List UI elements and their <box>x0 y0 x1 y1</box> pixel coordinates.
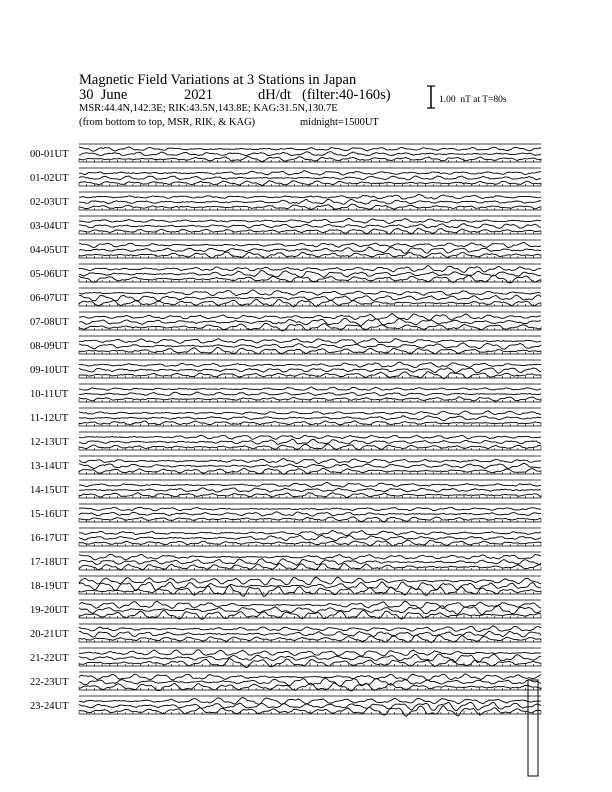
trace-kag <box>79 507 541 510</box>
row-minute-ticks <box>79 687 541 691</box>
trace-rik <box>79 582 541 591</box>
trace-kag <box>79 482 541 487</box>
trace-rik <box>79 439 541 444</box>
row-label: 05-06UT <box>30 269 69 280</box>
row-label: 04-05UT <box>30 245 69 256</box>
hour-row-11-12ut <box>30 408 541 426</box>
trace-kag <box>79 290 541 296</box>
row-label: 02-03UT <box>30 197 69 208</box>
hour-row-08-09ut <box>30 336 541 354</box>
row-label: 21-22UT <box>30 653 69 664</box>
trace-rik <box>79 488 541 492</box>
trace-rik <box>79 559 541 566</box>
trace-kag <box>79 171 541 175</box>
trace-rik <box>79 318 541 326</box>
trace-kag <box>79 530 541 535</box>
hour-row-21-22ut <box>30 648 541 667</box>
hour-row-22-23ut <box>30 672 541 691</box>
row-label: 07-08UT <box>30 317 69 328</box>
row-label: 06-07UT <box>30 293 69 304</box>
trace-kag <box>79 314 541 320</box>
filter-label: (filter:40-160s) <box>302 87 391 103</box>
trace-kag <box>79 195 541 200</box>
trace-kag <box>79 626 541 632</box>
row-label: 11-12UT <box>30 413 69 424</box>
hour-row-01-02ut <box>30 168 541 186</box>
station-order-note: (from bottom to top, MSR, RIK, & KAG) <box>79 117 256 128</box>
hour-row-04-05ut <box>30 240 541 258</box>
trace-rik <box>79 247 541 253</box>
row-label: 23-24UT <box>30 701 69 712</box>
trace-rik <box>79 535 541 541</box>
hour-row-19-20ut <box>30 600 541 620</box>
row-label: 09-10UT <box>30 365 69 376</box>
station-coordinates: MSR:44.4N,142.3E; RIK:43.5N,143.8E; KAG:31.5N,130.7E <box>79 103 338 114</box>
row-label: 16-17UT <box>30 533 69 544</box>
trace-kag <box>79 362 541 368</box>
scale-bar-label: 1.00 nT at T=80s <box>439 95 507 105</box>
hour-row-02-03ut <box>30 192 541 210</box>
row-label: 13-14UT <box>30 461 69 472</box>
row-label: 10-11UT <box>30 389 69 400</box>
year-label: 2021 <box>184 87 213 103</box>
trace-rik <box>79 176 541 180</box>
trace-rik <box>79 295 541 301</box>
row-label: 19-20UT <box>30 605 69 616</box>
trace-rik <box>79 224 541 229</box>
trace-kag <box>79 387 541 390</box>
date-label: 30 June <box>79 87 128 103</box>
row-label: 20-21UT <box>30 629 69 640</box>
hour-row-14-15ut <box>30 480 541 498</box>
trace-rik <box>79 512 541 516</box>
trace-rik <box>79 152 541 156</box>
hour-row-05-06ut <box>30 264 541 283</box>
row-label: 00-01UT <box>30 149 69 160</box>
row-label: 12-13UT <box>30 437 69 448</box>
hour-row-17-18ut <box>30 552 541 570</box>
hour-row-10-11ut <box>30 384 541 402</box>
hour-row-18-19ut <box>30 576 541 596</box>
row-label: 15-16UT <box>30 509 69 520</box>
quantity-label: dH/dt <box>258 87 292 103</box>
hour-row-16-17ut <box>30 528 541 546</box>
hour-row-00-01ut <box>30 144 541 162</box>
trace-kag <box>79 218 541 223</box>
hour-row-12-13ut <box>30 432 541 450</box>
hour-row-03-04ut <box>30 216 541 234</box>
trace-kag <box>79 459 541 464</box>
hour-row-13-14ut <box>30 456 541 474</box>
trace-kag <box>79 242 541 247</box>
row-label: 08-09UT <box>30 341 69 352</box>
trace-rik <box>79 392 541 396</box>
hour-row-06-07ut <box>30 288 541 307</box>
offscale-excursion-box <box>528 680 538 776</box>
chart-title: Magnetic Field Variations at 3 Stations in Japan <box>79 72 357 88</box>
row-label: 22-23UT <box>30 677 69 688</box>
trace-kag <box>79 554 541 560</box>
hour-row-15-16ut <box>30 504 541 522</box>
trace-rik <box>79 343 541 350</box>
hour-row-23-24ut <box>30 696 541 716</box>
trace-rik <box>79 463 541 469</box>
trace-kag <box>79 411 541 415</box>
row-label: 01-02UT <box>30 173 69 184</box>
midnight-note: midnight=1500UT <box>300 117 379 128</box>
trace-rik <box>79 199 541 204</box>
hour-row-07-08ut <box>30 312 541 331</box>
trace-kag <box>79 674 541 681</box>
trace-kag <box>79 147 541 151</box>
row-label: 17-18UT <box>30 557 69 568</box>
trace-kag <box>79 339 541 344</box>
hour-row-20-21ut <box>30 624 541 642</box>
trace-rik <box>79 368 541 373</box>
row-label: 18-19UT <box>30 581 69 592</box>
trace-rik <box>79 416 541 421</box>
hour-row-09-10ut <box>30 360 541 379</box>
trace-kag <box>79 435 541 439</box>
row-label: 03-04UT <box>30 221 69 232</box>
trace-rik <box>79 631 541 637</box>
row-label: 14-15UT <box>30 485 69 496</box>
trace-rik <box>79 271 541 278</box>
